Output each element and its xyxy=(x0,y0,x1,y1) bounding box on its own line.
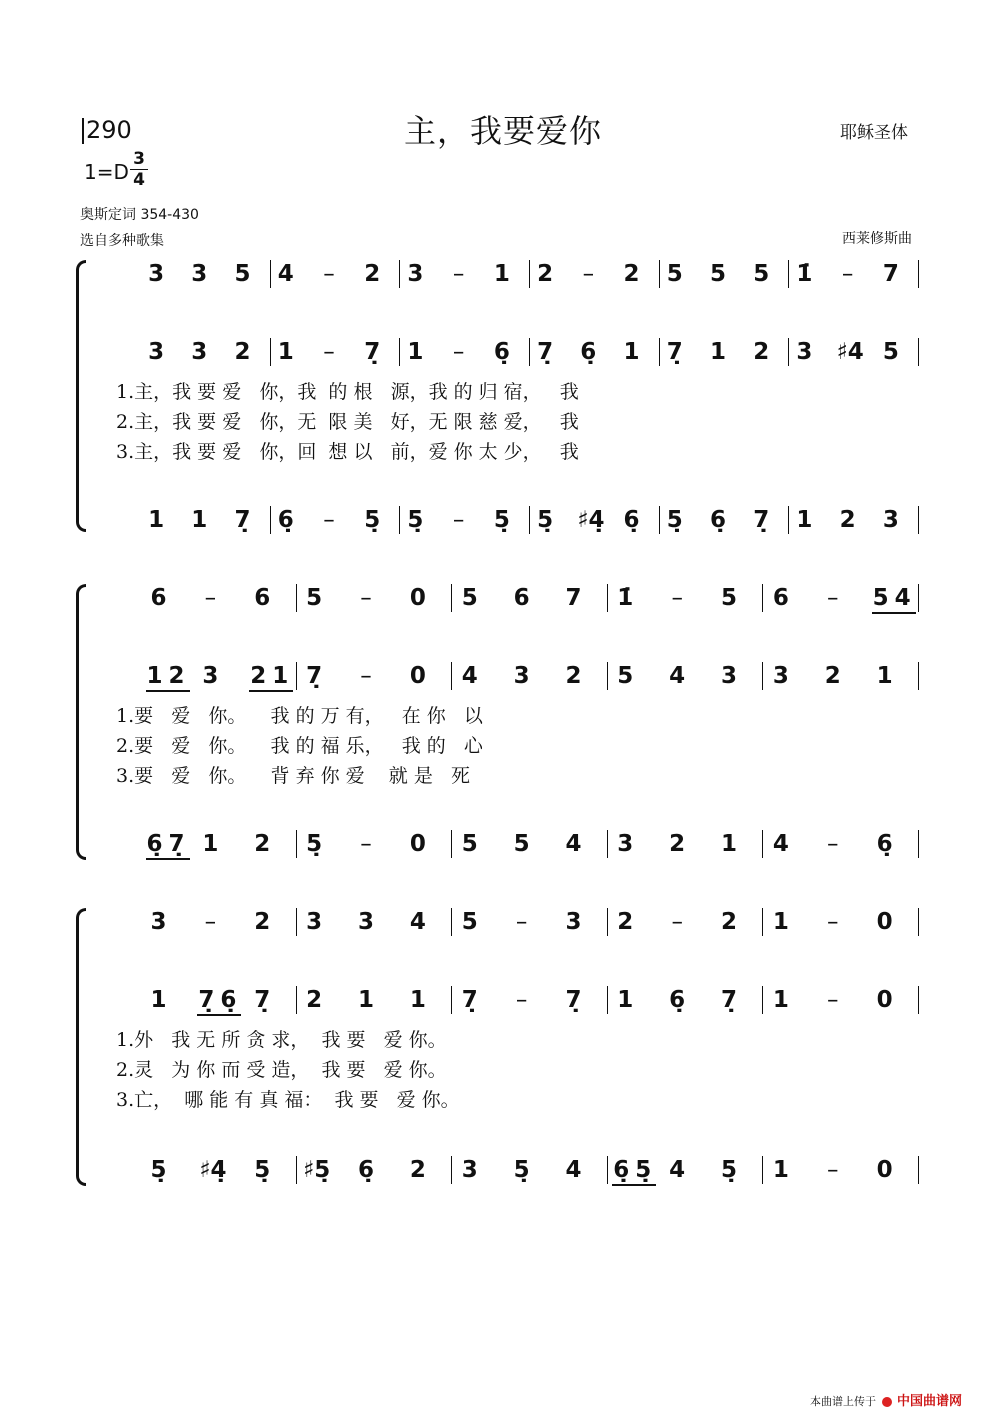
bar-line xyxy=(451,662,452,690)
hold-dash: – xyxy=(323,507,335,533)
note: 5 xyxy=(513,831,530,857)
lyric-line: 3.主，我 要 爱 你，回 想 以 前，爱 你 太 少， 我 xyxy=(116,441,579,463)
note: 6̣ xyxy=(623,507,640,533)
note: 3 xyxy=(357,909,374,935)
note: 2 xyxy=(565,663,582,689)
note: 5̣ xyxy=(513,1157,530,1183)
bar-line xyxy=(399,506,400,534)
note: 2 xyxy=(168,663,185,689)
bar-line xyxy=(607,584,608,612)
staff-line xyxy=(76,658,928,698)
note: ♯4̣ xyxy=(199,1157,227,1183)
note: ♯4 xyxy=(836,339,864,365)
site-name: 中国曲谱网 xyxy=(897,1394,963,1409)
note: 2 xyxy=(824,663,841,689)
note: 6̣ xyxy=(613,1157,630,1183)
system-3 xyxy=(76,904,928,1182)
bar-line xyxy=(529,506,530,534)
footer-text xyxy=(810,1390,962,1409)
staff-line xyxy=(76,256,928,296)
hold-dash: – xyxy=(452,261,465,287)
note: 3 xyxy=(191,339,208,365)
bar-line xyxy=(296,662,297,690)
bar-line xyxy=(529,338,530,366)
note: 1 xyxy=(357,987,374,1013)
note: 1 xyxy=(277,339,294,365)
note: 7̣ xyxy=(306,663,323,689)
note: 7̣ xyxy=(461,987,478,1013)
staff-line xyxy=(76,580,928,620)
note: 2 xyxy=(839,507,856,533)
composer-credit: 西莱修斯曲 xyxy=(842,231,912,247)
note: 6 xyxy=(150,585,167,611)
note: 5̣ xyxy=(493,507,510,533)
lyric-line: 2.主，我 要 爱 你，无 限 美 好，无 限 慈 爱， 我 xyxy=(116,411,579,433)
note: 1 xyxy=(191,507,208,533)
hold-dash: – xyxy=(827,909,839,935)
hold-dash: – xyxy=(323,339,335,365)
hold-dash: – xyxy=(671,585,683,611)
note: 3 xyxy=(617,831,634,857)
hold-dash: – xyxy=(204,585,217,611)
note: 5̣ xyxy=(407,507,424,533)
bar-line xyxy=(270,506,271,534)
note: 0 xyxy=(876,909,893,935)
note: 3 xyxy=(191,261,208,287)
note: 6̣ xyxy=(876,831,893,857)
note: 5 xyxy=(617,663,634,689)
page-number: 290 xyxy=(86,116,132,144)
hold-dash: – xyxy=(671,909,683,935)
note: 1 xyxy=(272,663,289,689)
bar-line xyxy=(918,260,919,288)
bar-line xyxy=(762,986,763,1014)
note: 3 xyxy=(796,339,813,365)
category-label: 耶稣圣体 xyxy=(840,123,908,143)
note: 1 xyxy=(709,339,726,365)
staff-line xyxy=(76,1152,928,1192)
note: 5̣ xyxy=(150,1157,167,1183)
note: 5 xyxy=(709,261,726,287)
hold-dash: – xyxy=(827,831,839,857)
hold-dash: – xyxy=(827,987,839,1013)
bar-line xyxy=(762,830,763,858)
note: 0 xyxy=(409,585,426,611)
note: 1 xyxy=(146,663,163,689)
system-2 xyxy=(76,580,928,858)
hold-dash: – xyxy=(323,261,335,287)
bar-line xyxy=(451,1156,452,1184)
note: 3 xyxy=(721,663,738,689)
bar-line xyxy=(918,986,919,1014)
note: 5 xyxy=(306,585,323,611)
bar-line xyxy=(296,584,297,612)
note: 5̣ xyxy=(666,507,683,533)
note: 1 xyxy=(876,663,893,689)
beam-underline xyxy=(197,1014,241,1016)
source-credit: 选自多种歌集 xyxy=(80,233,164,249)
note: 4 xyxy=(565,1157,582,1183)
beam-underline xyxy=(249,690,293,692)
note: 5 xyxy=(666,261,683,287)
lyric-line: 3.要 爱 你。 背 弃 你 爱 就 是 死 xyxy=(116,765,470,787)
hold-dash: – xyxy=(360,831,372,857)
note: 6 xyxy=(513,585,530,611)
staff-line xyxy=(76,904,928,944)
bar-line xyxy=(788,506,789,534)
note: 6̣ xyxy=(357,1157,374,1183)
bar-line xyxy=(451,908,452,936)
upload-note: 本曲谱上传于 xyxy=(810,1395,876,1408)
bar-line xyxy=(918,662,919,690)
lyric-line: 2.灵 为 你 而 受 造， 我 要 爱 你。 xyxy=(116,1059,447,1081)
note: 2 xyxy=(409,1157,426,1183)
key-label: 1=D xyxy=(84,160,129,184)
note: 7 xyxy=(882,261,899,287)
bar-line xyxy=(918,506,919,534)
note: 0 xyxy=(409,663,426,689)
note: 1 xyxy=(407,339,424,365)
note: 7̣ xyxy=(753,507,770,533)
beam-underline xyxy=(146,690,190,692)
staff-line xyxy=(76,982,928,1022)
bar-line xyxy=(399,260,400,288)
bar-line xyxy=(762,1156,763,1184)
bar-line xyxy=(607,662,608,690)
note: 1 xyxy=(623,339,640,365)
note: 0 xyxy=(409,831,426,857)
hold-dash: – xyxy=(452,339,465,365)
hold-dash: – xyxy=(360,585,372,611)
bar-line xyxy=(659,506,660,534)
note: 1 xyxy=(772,987,789,1013)
lyric-line: 2.要 爱 你。 我 的 福 乐， 我 的 心 xyxy=(116,735,483,757)
system-brace xyxy=(76,260,86,532)
note: 6̣ xyxy=(669,987,686,1013)
note: 3 xyxy=(150,909,167,935)
site-logo-icon xyxy=(882,1397,892,1407)
bar-line xyxy=(607,986,608,1014)
bar-line xyxy=(918,338,919,366)
page-number-bar xyxy=(82,118,84,144)
note: 1 xyxy=(409,987,426,1013)
note: 4 xyxy=(461,663,478,689)
note: 3 xyxy=(772,663,789,689)
note: 5 xyxy=(461,831,478,857)
note: 5̣ xyxy=(537,507,554,533)
note: 2 xyxy=(250,663,267,689)
note: 3 xyxy=(148,261,165,287)
note: 1 xyxy=(772,909,789,935)
note: 2 xyxy=(753,339,770,365)
bar-line xyxy=(270,260,271,288)
note: ♯5̣ xyxy=(303,1157,331,1183)
note: 6̣ xyxy=(709,507,726,533)
system-1 xyxy=(76,256,928,534)
note: 6̣ xyxy=(146,831,163,857)
note: 3 xyxy=(882,507,899,533)
staff-line xyxy=(76,826,928,866)
note: ♯4̣ xyxy=(577,507,605,533)
note: 2 xyxy=(364,261,381,287)
note: 4 xyxy=(409,909,426,935)
lyric-line: 1.外 我 无 所 贪 求， 我 要 爱 你。 xyxy=(116,1029,447,1051)
note: 2 xyxy=(623,261,640,287)
system-brace xyxy=(76,584,86,860)
note: 2 xyxy=(537,261,554,287)
note: 1̇ xyxy=(796,261,813,287)
note: 0 xyxy=(876,987,893,1013)
hold-dash: – xyxy=(515,987,528,1013)
hold-dash: – xyxy=(515,909,528,935)
hold-dash: – xyxy=(452,507,465,533)
bar-line xyxy=(918,584,919,612)
bar-line xyxy=(529,260,530,288)
note: 7̣ xyxy=(168,831,185,857)
note: 6̣ xyxy=(220,987,237,1013)
song-title: 主，我要爱你 xyxy=(404,112,603,150)
hold-dash: – xyxy=(827,585,839,611)
staff-line xyxy=(76,334,928,374)
bar-line xyxy=(451,986,452,1014)
note: 4 xyxy=(772,831,789,857)
note: 3 xyxy=(461,1157,478,1183)
bar-line xyxy=(918,1156,919,1184)
bar-line xyxy=(451,830,452,858)
note: 7̣ xyxy=(537,339,554,365)
note: 1 xyxy=(493,261,510,287)
bar-line xyxy=(918,830,919,858)
note: 6̣ xyxy=(580,339,597,365)
note: 3 xyxy=(407,261,424,287)
bar-line xyxy=(399,338,400,366)
note: 5̣ xyxy=(254,1157,271,1183)
note: 5̣ xyxy=(721,1157,738,1183)
note: 6 xyxy=(772,585,789,611)
system-brace xyxy=(76,908,86,1186)
time-bottom: 4 xyxy=(133,170,145,190)
bar-line xyxy=(762,584,763,612)
note: 5 xyxy=(753,261,770,287)
staff-line xyxy=(76,502,928,542)
note: 7̣ xyxy=(721,987,738,1013)
note: 1 xyxy=(721,831,738,857)
note: 1 xyxy=(772,1157,789,1183)
bar-line xyxy=(762,662,763,690)
lyricist-credit: 奥斯定词 354-430 xyxy=(80,207,199,223)
hold-dash: – xyxy=(841,261,854,287)
note: 5 xyxy=(721,585,738,611)
lyric-line: 1.要 爱 你。 我 的 万 有， 在 你 以 xyxy=(116,705,483,727)
note: 5 xyxy=(882,339,899,365)
note: 2 xyxy=(617,909,634,935)
time-signature xyxy=(130,150,148,189)
time-top: 3 xyxy=(133,149,145,169)
note: 5 xyxy=(461,909,478,935)
note: 1 xyxy=(148,507,165,533)
key-signature xyxy=(84,160,129,184)
note: 2 xyxy=(254,831,271,857)
bar-line xyxy=(788,338,789,366)
note: 3 xyxy=(148,339,165,365)
bar-line xyxy=(270,338,271,366)
note: 5̣ xyxy=(306,831,323,857)
note: 1 xyxy=(796,507,813,533)
lyric-line: 3.亡， 哪 能 有 真 福： 我 要 爱 你。 xyxy=(116,1089,460,1111)
note: 3 xyxy=(202,663,219,689)
note: 3 xyxy=(306,909,323,935)
note: 4 xyxy=(669,1157,686,1183)
bar-line xyxy=(296,830,297,858)
beam-underline xyxy=(146,858,190,860)
note: 2 xyxy=(234,339,251,365)
lyric-line: 1.主，我 要 爱 你，我 的 根 源，我 的 归 宿， 我 xyxy=(116,381,579,403)
note: 6 xyxy=(254,585,271,611)
note: 7̣ xyxy=(565,987,582,1013)
note: 7̣ xyxy=(364,339,381,365)
bar-line xyxy=(296,908,297,936)
bar-line xyxy=(296,1156,297,1184)
note: 3 xyxy=(513,663,530,689)
note: 7̣ xyxy=(254,987,271,1013)
beam-underline xyxy=(872,612,916,614)
note: 1̇ xyxy=(617,585,634,611)
note: 1 xyxy=(202,831,219,857)
bar-line xyxy=(607,908,608,936)
note: 1 xyxy=(150,987,167,1013)
note: 2 xyxy=(669,831,686,857)
note: 4 xyxy=(894,585,911,611)
note: 5 xyxy=(234,261,251,287)
bar-line xyxy=(659,338,660,366)
bar-line xyxy=(918,908,919,936)
hold-dash: – xyxy=(204,909,217,935)
note: 7̣ xyxy=(198,987,215,1013)
note: 5̣ xyxy=(635,1157,652,1183)
bar-line xyxy=(788,260,789,288)
note: 3 xyxy=(565,909,582,935)
note: 7̣ xyxy=(234,507,251,533)
note: 7 xyxy=(565,585,582,611)
hold-dash: – xyxy=(827,1157,839,1183)
note: 0 xyxy=(876,1157,893,1183)
note: 2 xyxy=(254,909,271,935)
beam-underline xyxy=(612,1184,656,1186)
bar-line xyxy=(296,986,297,1014)
note: 5 xyxy=(461,585,478,611)
hold-dash: – xyxy=(582,261,595,287)
note: 6̣ xyxy=(277,507,294,533)
note: 4 xyxy=(565,831,582,857)
note: 7̣ xyxy=(666,339,683,365)
bar-line xyxy=(451,584,452,612)
note: 5 xyxy=(872,585,889,611)
note: 2 xyxy=(306,987,323,1013)
bar-line xyxy=(762,908,763,936)
hold-dash: – xyxy=(360,663,372,689)
note: 1 xyxy=(617,987,634,1013)
note: 4 xyxy=(277,261,294,287)
note: 4 xyxy=(669,663,686,689)
bar-line xyxy=(607,830,608,858)
bar-line xyxy=(659,260,660,288)
bar-line xyxy=(607,1156,608,1184)
note: 2 xyxy=(721,909,738,935)
note: 6̣ xyxy=(493,339,510,365)
note: 5̣ xyxy=(364,507,381,533)
